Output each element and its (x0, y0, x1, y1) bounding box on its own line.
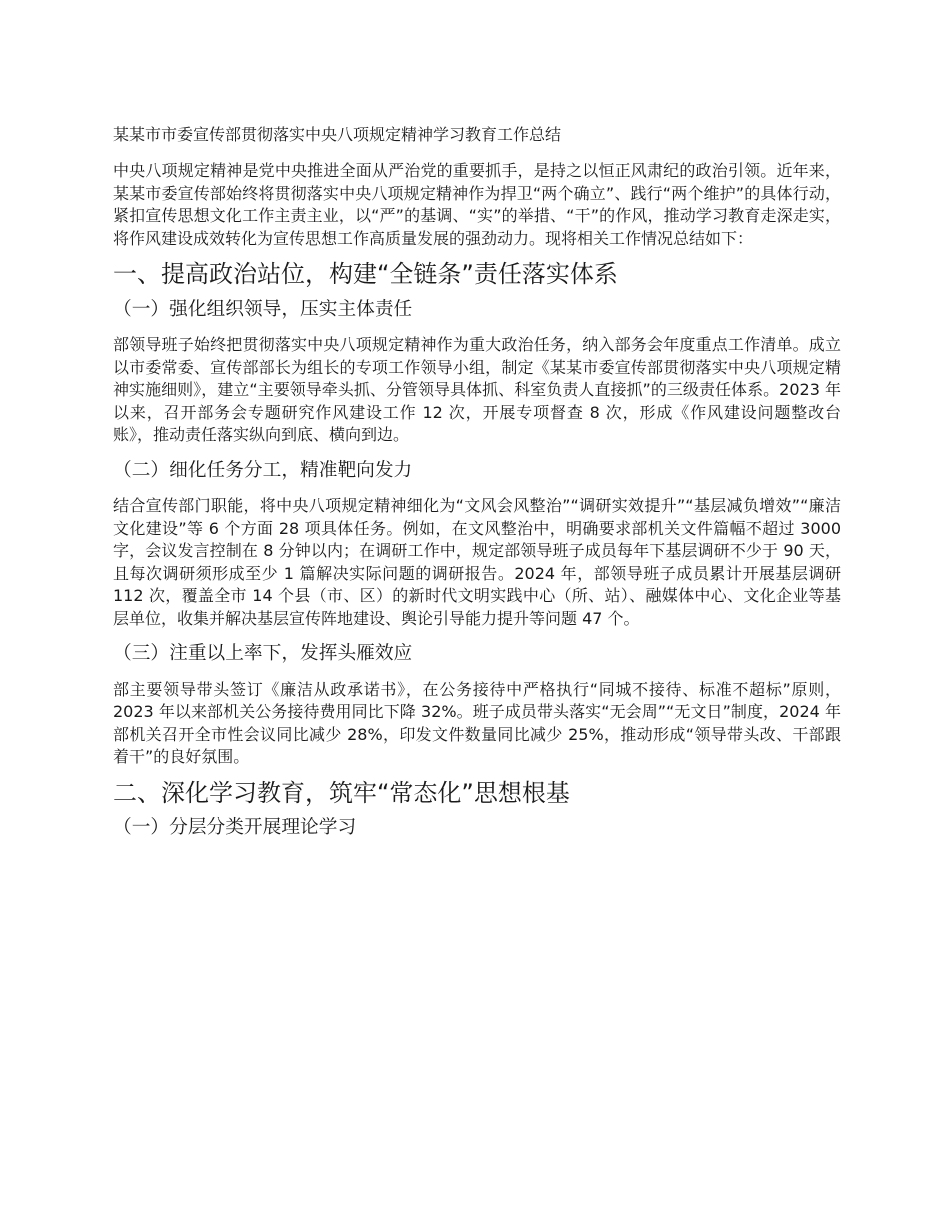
section-1-sub-1-heading: （一）强化组织领导，压实主体责任 (113, 298, 413, 320)
section-1-sub-2-body: 结合宣传部门职能，将中央八项规定精神细化为“文风会风整治”“调研实效提升”“基层减负增效”“廉洁文化建设”等 6 个方面 28 项具体任务。例如，在文风整治中，明确要求部机关文件篇幅不超过 3000 字，会议发言控制在 8 分钟以内；在调研工作中，规定部领导班子成员每年下基层调研不少于 90 天，且每次调研须形成至少 1 篇解决实际问题的调研报告。2024 年，部领导班子成员累计开展基层调研 112 次，覆盖全市 14 个县（市、区）的新时代文明实践中心（所、站）、融媒体中心、文化企业等基层单位，收集并解决基层宣传阵地建设、舆论引导能力提升等问题 47 个。 (113, 496, 841, 628)
section-1-sub-1-body: 部领导班子始终把贯彻落实中央八项规定精神作为重大政治任务，纳入部务会年度重点工作清单。成立以市委常委、宣传部部长为组长的专项工作领导小组，制定《某某市委宣传部贯彻落实中央八项规定精神实施细则》，建立“主要领导牵头抓、分管领导具体抓、科室负责人直接抓”的三级责任体系。2023 年以来，召开部务会专题研究作风建设工作 12 次，开展专项督查 8 次，形成《作风建设问题整改台账》，推动责任落实纵向到底、横向到边。 (113, 335, 841, 444)
document-page (113, 124, 841, 853)
section-1-heading: 一、提高政治站位，构建“全链条”责任落实体系 (113, 260, 618, 288)
section-2-heading: 二、深化学习教育，筑牢“常态化”思想根基 (113, 778, 570, 807)
section-2-sub-1-heading: （一）分层分类开展理论学习 (113, 817, 357, 838)
intro-paragraph: 中央八项规定精神是党中央推进全面从严治党的重要抓手，是持之以恒正风肃纪的政治引领。近年来，某某市委宣传部始终将贯彻落实中央八项规定精神作为捍卫“两个确立”、践行“两个维护”的具体行动，紧扣宣传思想文化工作主责主业，以“严”的基调、“实”的举措、“干”的作风，推动学习教育走深走实，将作风建设成效转化为宣传思想工作高质量发展的强劲动力。现将相关工作情况总结如下： (113, 161, 841, 248)
section-1-sub-3-heading: （三）注重以上率下，发挥头雁效应 (113, 643, 413, 664)
section-1-sub-3-body: 部主要领导带头签订《廉洁从政承诺书》，在公务接待中严格执行“同城不接待、标准不超标”原则，2023 年以来部机关公务接待费用同比下降 32%。班子成员带头落实“无会周”“无文日”制度，2024 年部机关召开全市性会议同比减少 28%，印发文件数量同比减少 25%，推动形成“领导带头改、干部跟着干”的良好氛围。 (113, 679, 841, 766)
document-title: 某某市市委宣传部贯彻落实中央八项规定精神学习教育工作总结 (113, 125, 562, 144)
section-1-sub-2-heading: （二）细化任务分工，精准靶向发力 (113, 459, 413, 481)
